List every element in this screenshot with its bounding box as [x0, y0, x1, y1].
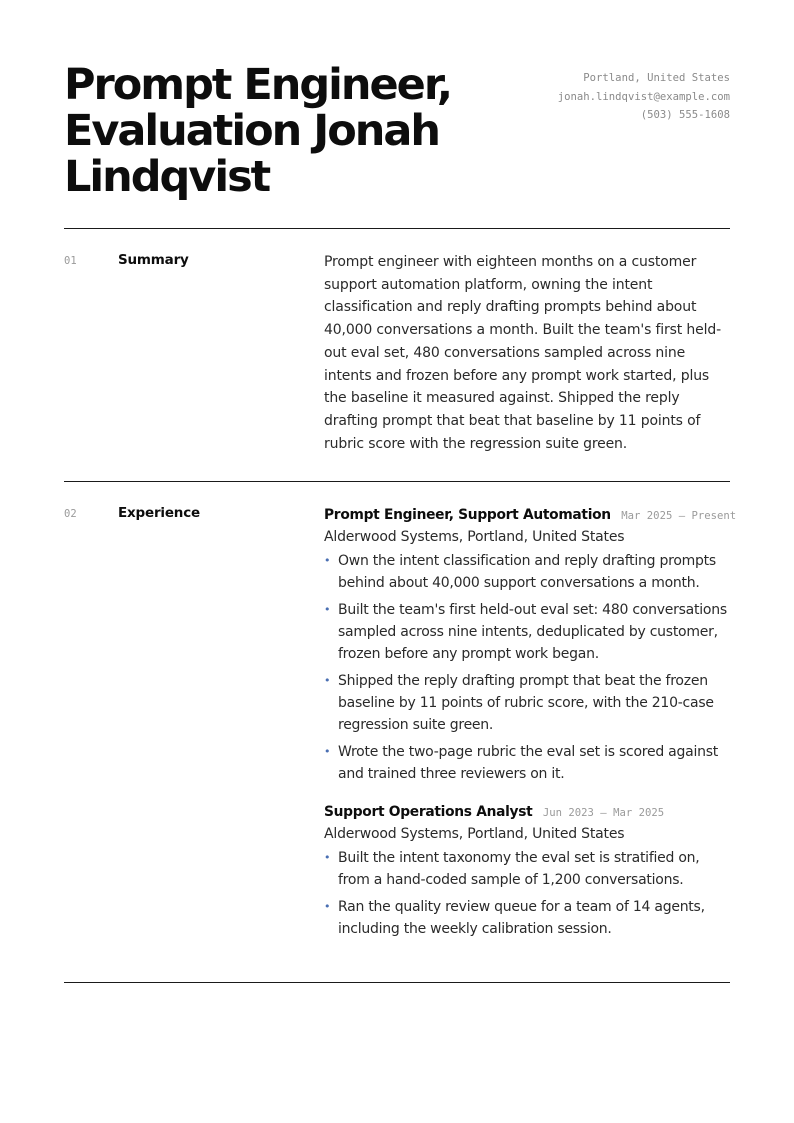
bullet-icon: • — [324, 674, 331, 687]
contact-phone[interactable]: (503) 555-1608 — [640, 109, 730, 121]
list-item — [324, 847, 732, 891]
list-item — [324, 741, 732, 785]
summary-text: Prompt engineer with eighteen months on a customer support automation platform, owning the intent classification and reply drafting prompts behind about 40,000 conversations a month. Built the team's first held-out eval set, 480 conversations sampled across nine intents and frozen before any prompt work started, plus the baseline it measured against. Shipped the reply drafting prompt that beat that baseline by 11 points of rubric score with the regression suite green. — [324, 254, 721, 452]
job-entry — [324, 801, 732, 940]
job-bullets — [324, 847, 732, 940]
list-item — [324, 670, 732, 736]
contact-block — [558, 69, 730, 125]
job-header — [324, 504, 737, 527]
bullet-icon: • — [324, 603, 331, 616]
job-organization: Alderwood Systems, Portland, United States — [324, 529, 625, 545]
job-organization: Alderwood Systems, Portland, United States — [324, 826, 625, 842]
job-title: Support Operations Analyst — [324, 804, 533, 820]
bullet-text: Built the intent taxonomy the eval set is stratified on, from a hand-coded sample of 1,200 conversations. — [338, 850, 700, 888]
job-header — [324, 801, 732, 824]
job-dates: Mar 2025 – Present — [621, 510, 737, 522]
contact-email[interactable]: jonah.lindqvist@example.com — [557, 90, 730, 103]
experience-list — [324, 504, 737, 956]
job-entry — [324, 504, 737, 785]
section-number: 01 — [64, 255, 77, 267]
resume-header — [64, 0, 730, 229]
list-item — [324, 896, 732, 940]
bullet-text: Built the team's first held-out eval set: 480 conversations sampled across nine intents, deduplicated by customer, frozen before any prompt work began. — [338, 602, 727, 662]
bullet-icon: • — [324, 554, 331, 567]
job-title: Prompt Engineer, Support Automation — [324, 507, 611, 523]
section-title: Summary — [118, 252, 189, 268]
list-item — [324, 550, 732, 594]
bullet-icon: • — [324, 900, 331, 913]
experience-section — [64, 482, 737, 983]
section-number: 02 — [64, 508, 77, 520]
candidate-name: Prompt Engineer, Evaluation Jonah Lindqvist — [64, 60, 452, 202]
job-bullets — [324, 550, 732, 785]
bullet-icon: • — [324, 745, 331, 758]
resume-page — [64, 0, 737, 983]
bullet-icon: • — [324, 851, 331, 864]
summary-section — [64, 229, 730, 482]
bullet-text: Own the intent classification and reply drafting prompts behind about 40,000 support conversations a month. — [338, 553, 716, 591]
job-dates: Jun 2023 – Mar 2025 — [542, 807, 665, 819]
section-title: Experience — [118, 505, 200, 521]
contact-location: Portland, United States — [583, 72, 730, 84]
list-item — [324, 599, 732, 665]
bullet-text: Shipped the reply drafting prompt that beat the frozen baseline by 11 points of rubric score, with the 210-case regression suite green. — [338, 673, 714, 733]
bullet-text: Ran the quality review queue for a team of 14 agents, including the weekly calibration session. — [338, 899, 705, 937]
bullet-text: Wrote the two-page rubric the eval set is scored against and trained three reviewers on it. — [338, 744, 719, 782]
